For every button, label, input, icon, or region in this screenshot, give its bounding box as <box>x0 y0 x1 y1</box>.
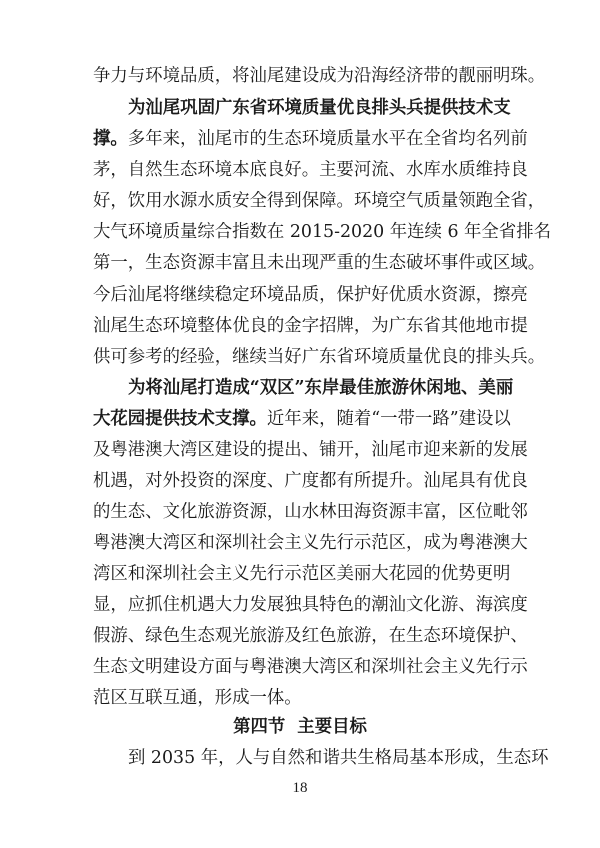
text-run: 供可参考的经验，继续当好广东省环境质量优良的排头兵。 <box>93 347 546 367</box>
text-run: 显，应抓住机遇大力发展独具特色的潮汕文化游、海滨度 <box>93 595 528 615</box>
text-run: 生态文明建设方面与粤港澳大湾区和深圳社会主义先行示 <box>93 657 528 677</box>
text-line <box>93 160 528 180</box>
text-line <box>93 129 528 149</box>
text-line <box>93 440 528 460</box>
section-title: 主要目标 <box>297 717 367 737</box>
bold-run: 为将汕尾打造成“双区”东岸最佳旅游休闲地、美丽 <box>128 378 514 398</box>
text-run: 湾区和深圳社会主义先行示范区美丽大花园的优势更明 <box>93 564 511 584</box>
bold-run: 为汕尾巩固广东省环境质量优良排头兵提供技术支 <box>128 98 511 118</box>
text-line <box>93 316 528 336</box>
text-line <box>93 595 528 615</box>
page-number: 18 <box>292 780 308 796</box>
text-run: 茅，自然生态环境本底良好。主要河流、水库水质维持良 <box>93 160 528 180</box>
bold-run: 撑。 <box>93 129 128 149</box>
text-line <box>93 66 546 86</box>
text-run: 大气环境质量综合指数在 2015-2020 年连续 6 年全省排名 <box>93 222 551 242</box>
text-line <box>93 502 528 522</box>
text-run: 范区互联互通，形成一体。 <box>93 688 302 708</box>
text-line <box>93 191 546 211</box>
bold-lead-line <box>128 98 511 118</box>
text-line <box>93 409 511 429</box>
text-line <box>93 471 528 491</box>
text-run: 到 2035 年，人与自然和谐共生格局基本形成，生态环 <box>128 748 549 768</box>
text-run: 好，饮用水源水质安全得到保障。环境空气质量领跑全省， <box>93 191 546 211</box>
text-line <box>93 564 511 584</box>
text-line <box>93 253 546 273</box>
bold-lead-line <box>128 378 514 398</box>
text-run: 近年来，随着“一带一路”建设以 <box>266 409 511 429</box>
text-run: 今后汕尾将继续稳定环境品质，保护好优质水资源，擦亮 <box>93 285 528 305</box>
section-number: 第四节 <box>233 717 286 737</box>
text-run: 及粤港澳大湾区建设的提出、铺开，汕尾市迎来新的发展 <box>93 440 528 460</box>
text-line <box>93 347 546 367</box>
section-heading <box>0 717 600 737</box>
text-line <box>93 533 528 553</box>
text-line <box>93 688 507 708</box>
text-line <box>93 222 551 242</box>
text-line <box>128 748 549 768</box>
text-run: 争力与环境品质，将汕尾建设成为沿海经济带的靓丽明珠。 <box>93 66 546 86</box>
text-run: 的生态、文化旅游资源，山水林田海资源丰富，区位毗邻 <box>93 502 528 522</box>
bold-run: 大花园提供技术支撑。 <box>93 409 267 429</box>
text-line <box>93 626 528 646</box>
text-run: 汕尾生态环境整体优良的金字招牌，为广东省其他地市提 <box>93 316 528 336</box>
text-line <box>93 285 528 305</box>
text-line <box>93 657 528 677</box>
text-run: 机遇，对外投资的深度、广度都有所提升。汕尾具有优良 <box>93 471 528 491</box>
text-run: 第一，生态资源丰富且未出现严重的生态破坏事件或区域。 <box>93 253 546 273</box>
text-run: 多年来，汕尾市的生态环境质量水平在全省均名列前 <box>127 129 528 149</box>
text-run: 假游、绿色生态观光旅游及红色旅游，在生态环境保护、 <box>93 626 528 646</box>
text-run: 粤港澳大湾区和深圳社会主义先行示范区，成为粤港澳大 <box>93 533 528 553</box>
